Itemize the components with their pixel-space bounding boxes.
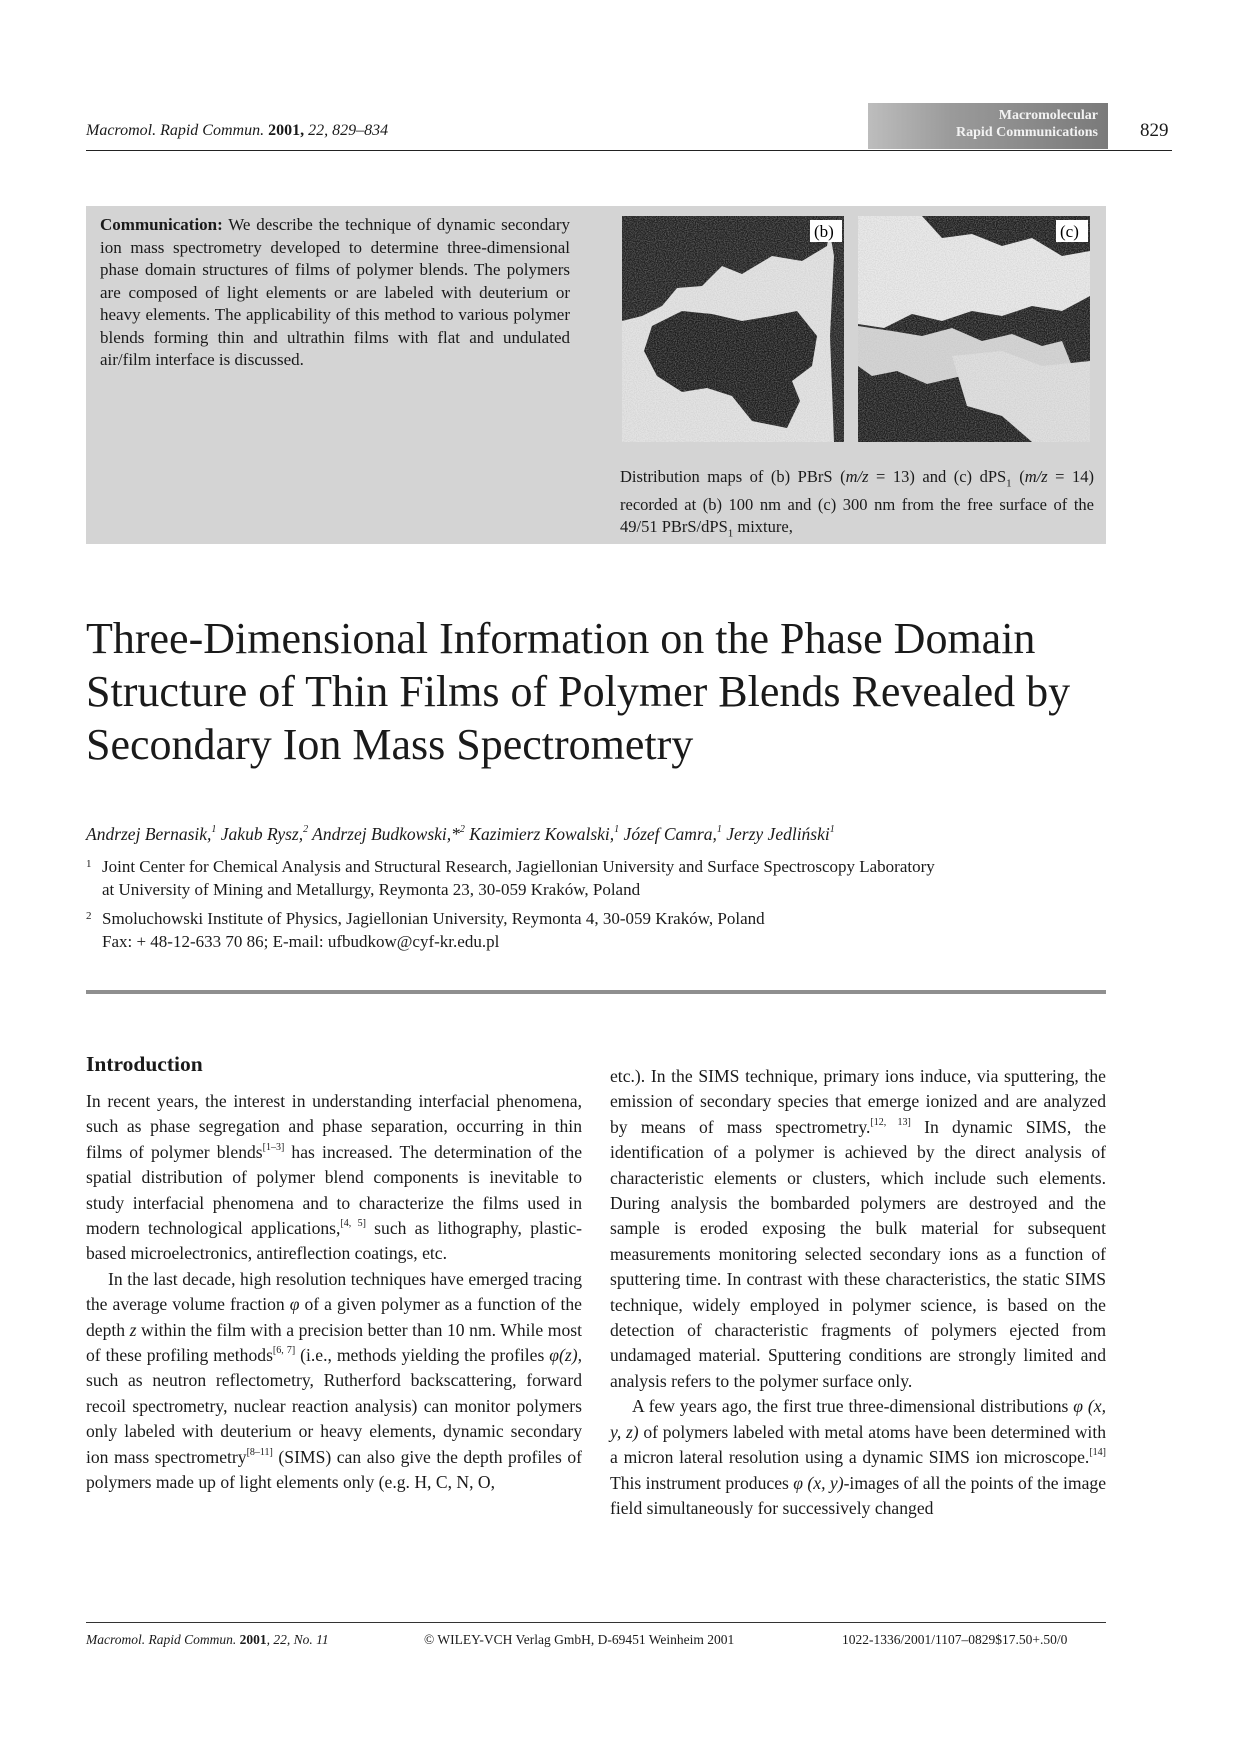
caption-part: ( xyxy=(1011,467,1025,486)
citation: [4, 5] xyxy=(340,1218,366,1230)
affiliation-2 xyxy=(86,908,1146,953)
affiliation-line: Joint Center for Chemical Analysis and Structural Research, Jagiellonian University and Surface Spectroscopy Laboratory xyxy=(102,857,935,876)
footer-citation: Macromol. Rapid Commun. 2001, 22, No. 11 xyxy=(86,1632,329,1647)
map-panel-c xyxy=(858,216,1090,442)
author: Jakub Rysz,$^2$ xyxy=(220,824,309,844)
figure-caption xyxy=(620,466,1094,545)
header-rule xyxy=(86,150,1172,151)
footer-article-code: 1022-1336/2001/1107–0829$17.50+.50/0 xyxy=(842,1632,1068,1647)
author: Józef Camra,$^1$ xyxy=(623,824,722,844)
affiliation-1 xyxy=(86,856,1146,901)
citation: [6, 7] xyxy=(272,1345,296,1357)
author-list xyxy=(86,824,1156,845)
body-column-left xyxy=(86,1089,582,1496)
header-pages: 829–834 xyxy=(332,122,389,139)
author: Jerzy Jedliński$^1$ xyxy=(726,824,835,844)
logo-line-2: Rapid Communications xyxy=(956,125,1098,140)
affiliation-line: Smoluchowski Institute of Physics, Jagiellonian University, Reymonta 4, 30-059 Kraków, Poland xyxy=(102,909,765,928)
abstract-body: We describe the technique of dynamic secondary ion mass spectrometry developed to determine three-dimensional phase domain structures of films of polymer blends. The polymers are composed of light elements or are labeled with deuterium or heavy elements. The applicability of this method to various polymer blends forming thin and ultrathin films with flat and undulated air/film interface is discussed. xyxy=(100,215,570,369)
caption-part: = 13) and (c) dPS xyxy=(868,467,1007,486)
caption-mz: m/z xyxy=(1024,467,1048,486)
journal-logo xyxy=(868,103,1108,149)
section-separator xyxy=(86,990,1106,994)
map-panel-b xyxy=(622,216,844,442)
citation: [1–3] xyxy=(262,1141,285,1153)
sims-distribution-maps-figure xyxy=(622,216,1090,442)
author: Andrzej Budkowski,*$^2$ xyxy=(312,824,465,844)
article-title: Three-Dimensional Information on the Phase Domain Structure of Thin Films of Polymer Blends Revealed by Secondary Ion Mass Spectrometry xyxy=(86,614,1071,769)
panel-b-label: (b) xyxy=(814,222,834,241)
footer-copyright: © WILEY-VCH Verlag GmbH, D-69451 Weinheim 2001 xyxy=(424,1632,735,1647)
paragraph: In recent years, the interest in understanding interfacial phenomena, such as phase segregation and phase separation, occurring in thin films of polymer blends[1–3] has increased. The determination of the spatial distribution of polymer blend components is inevitable to study interfacial phenomena and to characterize the films used in modern technological applications,[4, 5] such as lithography, plastic-based microelectronics, antireflection coatings, etc. xyxy=(86,1091,583,1264)
header-journal: Macromol. Rapid Commun. xyxy=(86,122,265,139)
caption-mz: m/z xyxy=(845,467,869,486)
header-volume: 22, xyxy=(308,122,329,139)
citation: [12, 13] xyxy=(870,1116,911,1128)
logo-line-1: Macromolecular xyxy=(998,108,1098,123)
paragraph: A few years ago, the first true three-dimensional distributions φ (x, y, z) of polymers labeled with metal atoms have been determined with a micron lateral resolution using a dynamic SIMS ion microscope.[14] This instrument produces φ (x, y)-images of all the points of the image field simultaneously for successively changed xyxy=(610,1396,1107,1518)
author: Kazimierz Kowalski,$^1$ xyxy=(469,824,620,844)
affiliation-number: 2 xyxy=(86,910,92,922)
abstract-text xyxy=(100,214,570,372)
header-year: 2001, xyxy=(268,122,305,139)
paragraph: In the last decade, high resolution techniques have emerged tracing the average volume fraction φ of a given polymer as a function of the depth z within the film with a precision better than 10 nm. While most of these profiling methods[6, 7] (i.e., methods yielding the profiles φ(z), such as neutron reflectometry, Rutherford backscattering, forward recoil spectrometry, nuclear reaction analysis) can monitor polymers only labeled with deuterium or heavy elements, dynamic secondary ion mass spectrometry[8–11] (SIMS) can also give the depth profiles of polymers made up of light elements only (e.g. H, C, N, O, xyxy=(86,1268,582,1493)
caption-part: Distribution maps of (b) PBrS ( xyxy=(620,467,846,486)
section-heading: Introduction xyxy=(86,1052,203,1076)
author: Andrzej Bernasik,$^1$ xyxy=(86,824,217,844)
panel-c-label: (c) xyxy=(1060,222,1079,241)
footer-rule xyxy=(86,1622,1106,1623)
citation: [8–11] xyxy=(246,1446,273,1458)
citation: [14] xyxy=(1089,1447,1106,1459)
body-column-right xyxy=(610,1064,1106,1521)
contact-line: Fax: + 48-12-633 70 86; E-mail: ufbudkow@cyf-kr.edu.pl xyxy=(102,931,500,951)
page-number: 829 xyxy=(1140,120,1169,141)
affiliation-line: at University of Mining and Metallurgy, Reymonta 23, 30-059 Kraków, Poland xyxy=(102,879,641,899)
caption-subscript: 1 xyxy=(1006,477,1012,490)
caption-part: = 14) recorded at (b) 100 nm and (c) 300 nm from the free surface of the 49/51 PBrS/dPS xyxy=(620,467,1094,537)
paragraph: etc.). In the SIMS technique, primary ions induce, via sputtering, the emission of secondary species that emerge ionized and are analyzed by means of mass spectrometry.[12, 13] In dynamic SIMS, the identification of a polymer is achieved by the direct analysis of characteristic elements or clusters, which include such elements. During analysis the bombarded polymers are destroyed and the sample is eroded exposing the bulk material for subsequent measurements monitoring selected secondary ions as a function of sputtering time. In contrast with these characteristics, the static SIMS technique, widely employed in polymer science, is based on the detection of characteristic fragments of polymers ejected from undamaged material. Sputtering conditions are strongly limited and analysis refers to the polymer surface only. xyxy=(610,1066,1106,1391)
caption-part: mixture, xyxy=(733,517,793,537)
running-header-citation xyxy=(86,122,388,140)
affiliation-number: 1 xyxy=(86,858,92,870)
abstract-label: Communication: xyxy=(100,215,223,234)
caption-subscript: 1 xyxy=(727,527,734,540)
